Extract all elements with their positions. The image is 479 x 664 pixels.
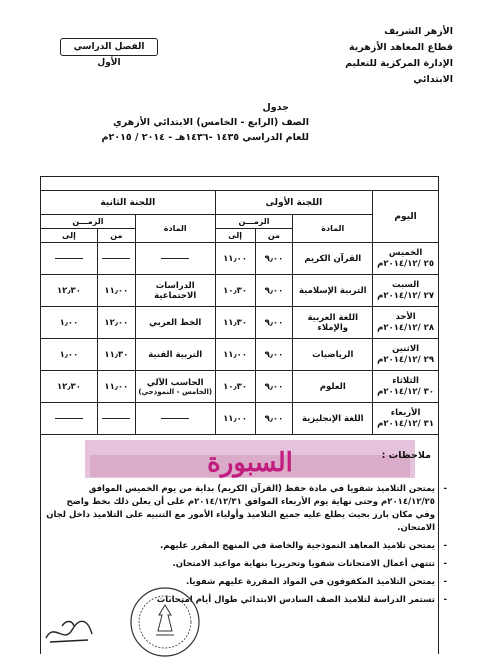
from-cell-blank (97, 243, 135, 275)
day-cell: الأربعاء ٣١ /٢٠١٤/١٢م (373, 403, 439, 435)
to-cell-blank (41, 243, 98, 275)
subject-cell: اللغة الإنجليزية (293, 403, 373, 435)
table-row (41, 339, 439, 371)
from-cell: ٩٫٠٠ (255, 339, 293, 371)
header-line-2: قطاع المعاهد الأزهرية (349, 42, 453, 53)
from-cell: ٩٫٠٠ (255, 307, 293, 339)
subject-cell-blank (135, 243, 215, 275)
subject-cell: الدراسات الاجتماعية (135, 275, 215, 307)
to-cell: ١٠٫٣٠ (215, 371, 255, 403)
day-header: اليوم (373, 191, 439, 243)
subject-cell: التربية الفنية (135, 339, 215, 371)
header-line-3: الإدارة المركزية للتعليم الابتدائي (345, 58, 453, 85)
from-cell: ١١٫٣٠ (97, 339, 135, 371)
table-row (41, 371, 439, 403)
from-cell: ٩٫٠٠ (255, 243, 293, 275)
subject-cell: الحاسب الآلي (الخامس - النموذجي) (135, 371, 215, 403)
institution-header (303, 24, 453, 88)
list-item: - يمتحن التلاميذ شفويا في مادة حفظ (القرآن الكريم) بداية من يوم الخميس الموافق ٢٠١٤/١٢/٢٥م وحتى نهاية يوم الأربعاء الموافق ٢٠١٤/١٢/٣١م على أن يعلن ذلك بخط واضح وفي مكان بارز بحيث يطلع عليه جميع التلاميذ وأولياء الأمور مع التنبيه على التلاميذ داخل لجان الامتحان. (45, 483, 449, 535)
official-seal-icon (128, 585, 202, 659)
to-cell: ١٫٠٠ (41, 339, 98, 371)
list-item: - يمتحن التلاميذ المكفوفون في المواد المقررة عليهم شفويا. (45, 576, 449, 589)
from-header-1: من (255, 229, 293, 243)
subject-cell-blank (135, 403, 215, 435)
to-cell: ١٢٫٣٠ (41, 371, 98, 403)
subject-cell: التربية الإسلامية (293, 275, 373, 307)
subject-cell: القرآن الكريم (293, 243, 373, 275)
subject-cell: العلوم (293, 371, 373, 403)
to-cell: ١٠٫٣٠ (215, 275, 255, 307)
from-cell: ١١٫٠٠ (97, 371, 135, 403)
semester-box: الفصل الدراسي الأول (60, 38, 158, 56)
notes-list (45, 483, 449, 612)
signature-mark (42, 612, 102, 650)
to-cell: ١١٫٠٠ (215, 403, 255, 435)
to-cell: ١١٫٣٠ (215, 307, 255, 339)
list-item: - تستمر الدراسة لتلاميذ الصف السادس الابتدائي طوال أيام امتحانات (45, 594, 449, 607)
day-cell: الخميس ٢٥ /٢٠١٤/١٢م (373, 243, 439, 275)
subject-header-2: المادة (135, 215, 215, 243)
list-item: - تنتهي أعمال الامتحانات شفويا وتحريريا بنهاية مواعيد الامتحان. (45, 558, 449, 571)
from-cell: ١١٫٠٠ (97, 275, 135, 307)
table-row (41, 403, 439, 435)
title-schedule: جدول (262, 102, 289, 113)
committee-1-header: اللجنة الأولى (215, 191, 373, 215)
day-cell: الثلاثاء ٣٠ /٢٠١٤/١٢م (373, 371, 439, 403)
to-cell: ١١٫٠٠ (215, 243, 255, 275)
from-cell: ١٢٫٠٠ (97, 307, 135, 339)
time-header-2: الزمـــن (41, 215, 136, 229)
subject-header-1: المادة (293, 215, 373, 243)
time-header-1: الزمـــن (215, 215, 293, 229)
subject-cell: اللغة العربية والإملاء (293, 307, 373, 339)
from-cell: ٩٫٠٠ (255, 403, 293, 435)
committee-2-header: اللجنة الثانية (41, 191, 216, 215)
subject-cell: الخط العربي (135, 307, 215, 339)
to-header-1: إلى (215, 229, 255, 243)
header-line-1: الأزهر الشريف (384, 26, 453, 37)
to-header-2: إلى (41, 229, 98, 243)
day-cell: الأحد ٢٨ /٢٠١٤/١٢م (373, 307, 439, 339)
watermark-logo: السبورة (207, 448, 293, 478)
day-cell: الاثنين ٢٩ /٢٠١٤/١٢م (373, 339, 439, 371)
table-row (41, 307, 439, 339)
from-cell: ٩٫٠٠ (255, 275, 293, 307)
table-row (41, 275, 439, 307)
title-grades: الصف (الرابع - الخامس) الابتدائي الأزهري (113, 117, 309, 128)
subject-cell: الرياضيات (293, 339, 373, 371)
to-cell: ١١٫٠٠ (215, 339, 255, 371)
frame-top-border (40, 176, 439, 177)
day-cell: السبت ٢٧ /٢٠١٤/١٢م (373, 275, 439, 307)
to-cell: ١٫٠٠ (41, 307, 98, 339)
notes-title: ملاحظات : (381, 450, 431, 461)
table-row (41, 243, 439, 275)
title-year: للعام الدراسي ١٤٣٥ -١٤٣٦هـ - ٢٠١٤ / ٢٠١٥م (101, 132, 309, 143)
from-cell-blank (97, 403, 135, 435)
exam-schedule-table (40, 190, 439, 435)
list-item: - يمتحن تلاميذ المعاهد النموذجية والخاصة في المنهج المقرر عليهم. (45, 540, 449, 553)
from-cell: ٩٫٠٠ (255, 371, 293, 403)
to-cell: ١٢٫٣٠ (41, 275, 98, 307)
to-cell-blank (41, 403, 98, 435)
schedule-titles (70, 100, 429, 145)
from-header-2: من (97, 229, 135, 243)
